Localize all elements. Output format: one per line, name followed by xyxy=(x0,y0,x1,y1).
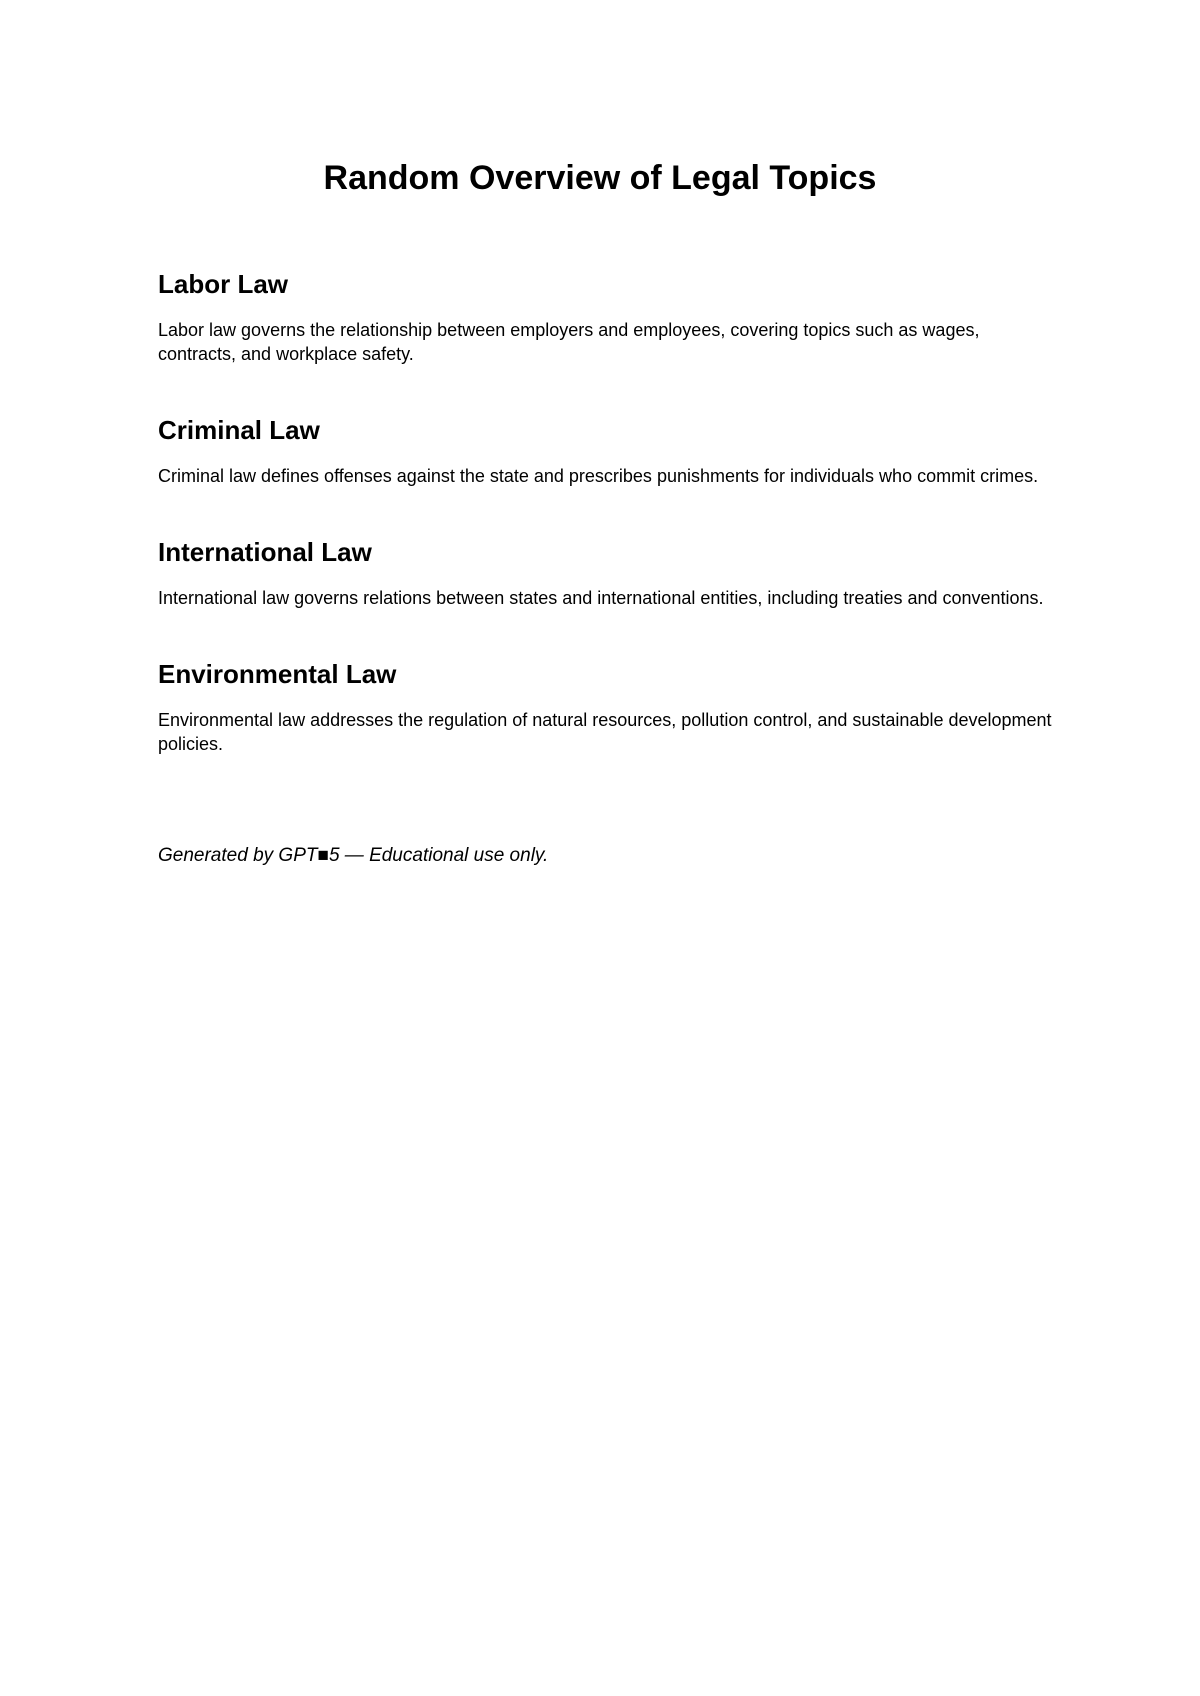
section-international-law xyxy=(158,536,1058,610)
section-heading: International Law xyxy=(158,537,372,567)
section-heading: Environmental Law xyxy=(158,659,397,689)
section-body: Environmental law addresses the regulation of natural resources, pollution control, and sustainable development policies. xyxy=(158,710,1052,754)
document-content xyxy=(158,268,1058,868)
section-heading: Labor Law xyxy=(158,269,289,299)
section-environmental-law xyxy=(158,658,1058,756)
section-labor-law xyxy=(158,268,1058,366)
section-heading: Criminal Law xyxy=(158,415,320,445)
footer-note: Generated by GPT■5 — Educational use only. xyxy=(158,845,549,866)
section-body: Criminal law defines offenses against the state and prescribes punishments for individuals who commit crimes. xyxy=(158,466,1039,486)
section-body: Labor law governs the relationship between employers and employees, covering topics such as wages, contracts, and workplace safety. xyxy=(158,320,980,364)
section-body: International law governs relations between states and international entities, including treaties and conventions. xyxy=(158,588,1044,608)
document-title: Random Overview of Legal Topics xyxy=(323,159,877,197)
section-criminal-law xyxy=(158,414,1058,488)
